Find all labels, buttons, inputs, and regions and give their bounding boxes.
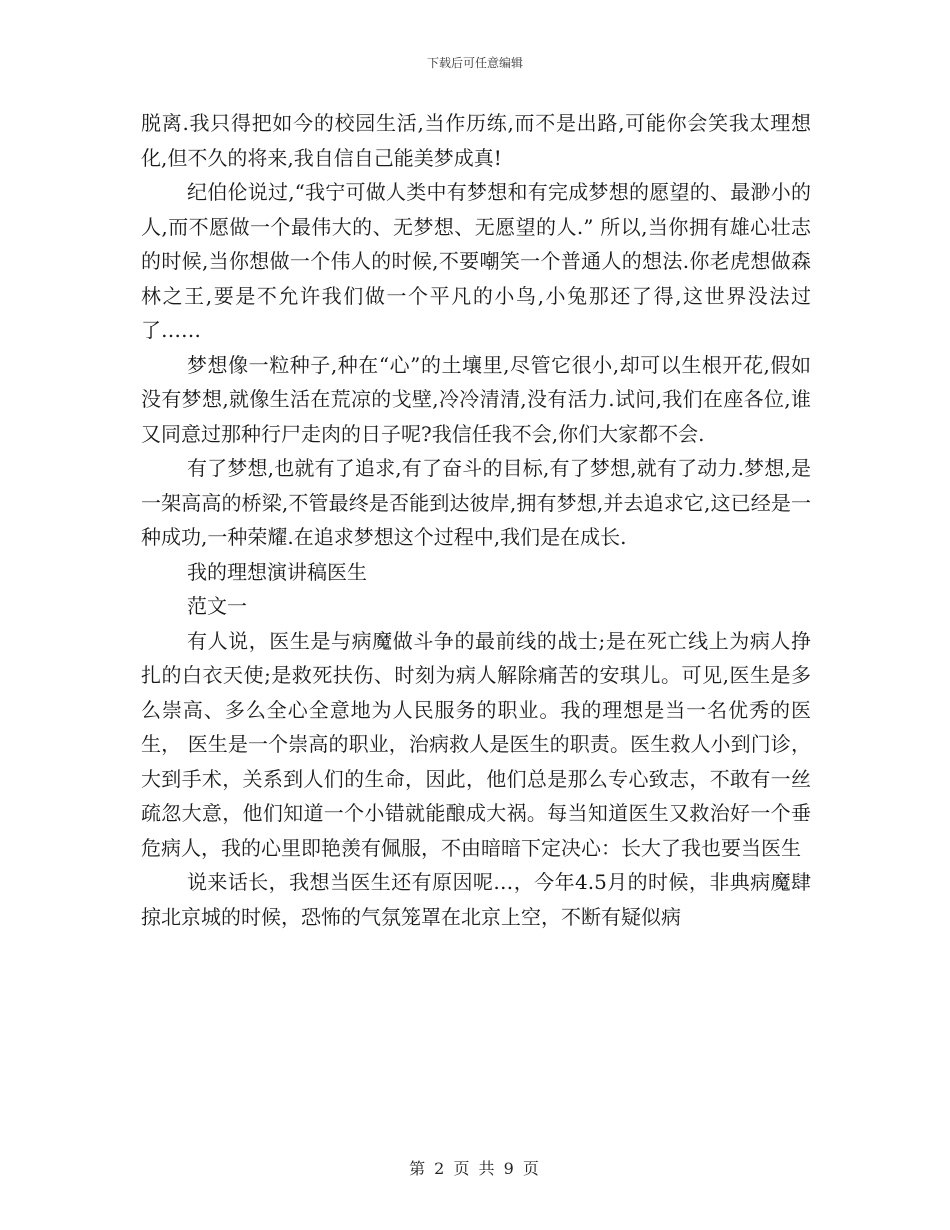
paragraph-dream-seed: 梦想像一粒种子,种在“心”的土壤里,尽管它很小,却可以生根开花,假如没有梦想,就像生活在荒凉的戈壁,冷冷清清,没有活力.试问,我们在座各位,谁又同意过那种行尸走肉的日子呢?我信任我不会,你们大家都不会.	[141, 352, 811, 446]
paragraph-sars-story: 说来话长，我想当医生还有原因呢…，今年4.5月的时候，非典病魔肆掠北京城的时候，恐怖的气氛笼罩在北京上空，不断有疑似病	[141, 870, 811, 929]
sample-label: 范文一	[187, 594, 247, 618]
page-footer: 第 2 页 共 9 页	[409, 1159, 541, 1178]
paragraph-gibran-quote: 纪伯伦说过,“我宁可做人类中有梦想和有完成梦想的愿望的、最渺小的人,而不愿做一个最伟大的、无梦想、无愿望的人.” 所以,当你拥有雄心壮志的时候,当你想做一个伟人的时候,不要嘲笑一个普通人的想法.你老虎想做森林之王,要是不允许我们做一个平凡的小鸟,小兔那还了得,这世界没法过了……	[141, 180, 811, 342]
page-header: 下载后可任意编辑	[426, 56, 523, 70]
section-title: 我的理想演讲稿医生	[187, 559, 367, 584]
paragraph-pursuit: 有了梦想,也就有了追求,有了奋斗的目标,有了梦想,就有了动力.梦想,是一架高高的桥梁,不管最终是否能到达彼岸,拥有梦想,并去追求它,这已经是一种成功,一种荣耀.在追求梦想这个过程中,我们是在成长.	[141, 456, 811, 549]
paragraph-continuation: 脱离.我只得把如今的校园生活,当作历练,而不是出路,可能你会笑我太理想化,但不久的将来,我自信自己能美梦成真!	[141, 111, 811, 170]
paragraph-doctor-ideal: 有人说，医生是与病魔做斗争的最前线的战士;是在死亡线上为病人挣扎的白衣天使;是救死扶伤、时刻为病人解除痛苦的安琪儿。可见,医生是多么崇高、多么全心全意地为人民服务的职业。我的理想是当一名优秀的医生， 医生是一个崇高的职业，治病救人是医生的职责。医生救人小到门诊，大到手术，关系到人们的生命，因此，他们总是那么专心致志，不敢有一丝疏忽大意，他们知道一个小错就能酿成大祸。每当知道医生又救治好一个垂危病人，我的心里即艳羡有佩服，不由暗暗下定决心：长大了我也要当医生	[141, 628, 811, 860]
document-body	[141, 106, 811, 934]
